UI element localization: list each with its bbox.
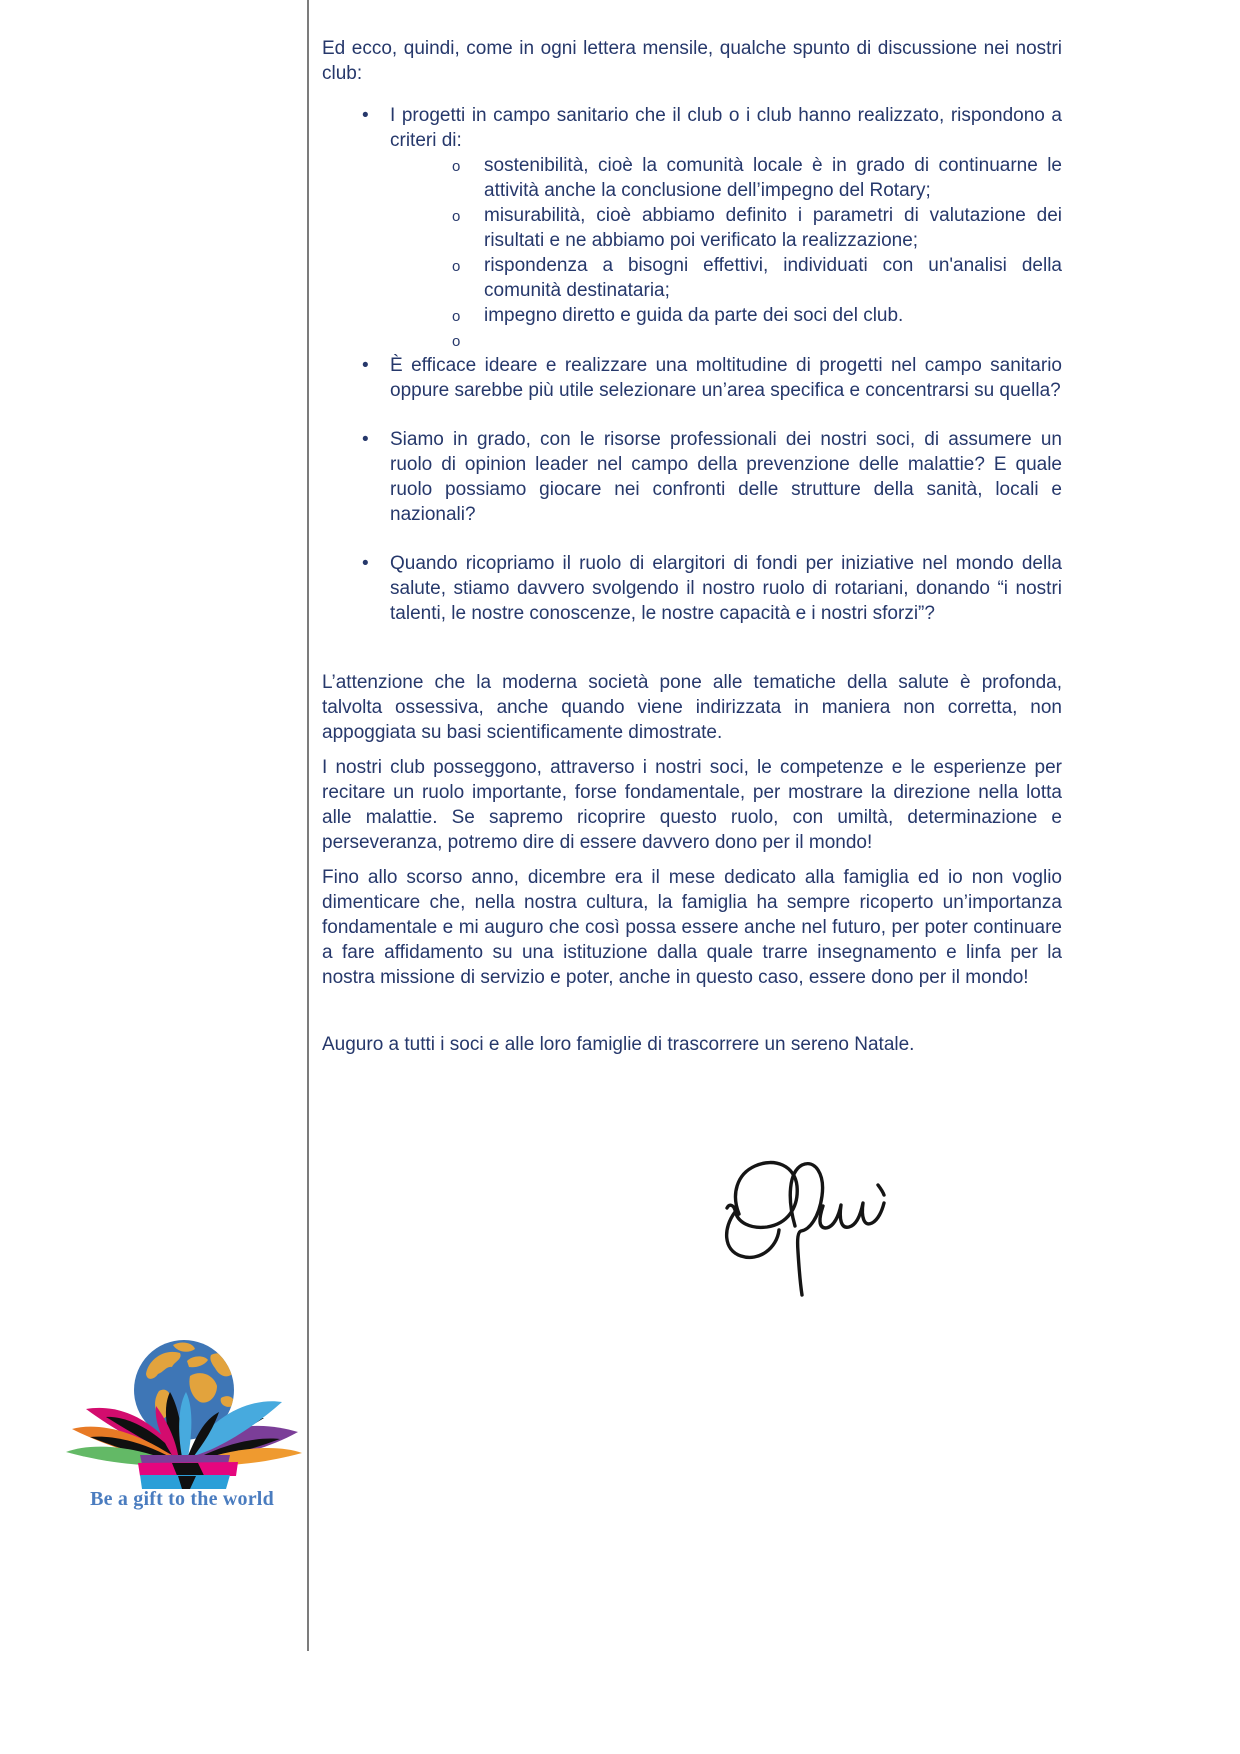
bullet-text: Quando ricopriamo il ruolo di elargitori di fondi per iniziative nel mondo della salute, stiamo davvero svolgendo il nostro ruolo di rotariani, donando “i nostri talenti, le nostre conoscenze, le nostre capacità e i nostri sforzi”? [390,553,1062,624]
sub-bullet-text: sostenibilità, cioè la comunità locale è in grado di continuarne le attività anche la conclusione dell’impegno del Rotary; [484,155,1062,201]
sub-bullet-text: impegno diretto e guida da parte dei soci del club. [484,305,904,326]
signature-handwriting [705,1128,900,1303]
letter-body [322,36,1062,1057]
criteria-sub-list [390,153,1062,353]
closing-paragraph: Auguro a tutti i soci e alle loro famiglie di trascorrere un sereno Natale. [322,1034,915,1055]
body-paragraph: I nostri club posseggono, attraverso i nostri soci, le competenze e le esperienze per recitare un ruolo importante, forse fondamentale, per mostrare la direzione nella lotta alle malattie. Se sapremo ricoprire questo ruolo, con umiltà, determinazione e perseveranza, potremo dire di essere davvero dono per il mondo! [322,757,1062,853]
sub-bullet-item [390,153,1062,203]
bullet-marker: • [362,355,369,376]
bullet-item [322,353,1062,403]
discussion-bullet-list [322,103,1062,626]
sub-bullet-text: misurabilità, cioè abbiamo definito i parametri di valutazione dei risultati e ne abbiamo poi verificato la realizzazione; [484,205,1062,251]
gift-globe-icon [62,1336,302,1492]
bullet-item [322,551,1062,626]
bullet-item [322,427,1062,527]
bullet-item [322,103,1062,353]
sub-bullet-item [390,303,1062,328]
sub-bullet-marker: o [452,258,461,275]
bullet-marker: • [362,553,369,574]
sub-bullet-marker: o [452,208,461,225]
bullet-text: Siamo in grado, con le risorse professionali dei nostri soci, di assumere un ruolo di opinion leader nel campo della prevenzione delle malattie? E quale ruolo possiamo giocare nei confronti delle strutture della sanità, locali e nazionali? [390,429,1062,525]
rotary-theme-logo [62,1336,302,1511]
margin-divider-line [307,0,309,1651]
logo-tagline: Be a gift to the world [90,1488,274,1510]
bullet-marker: • [362,429,369,450]
sub-bullet-item-empty [390,328,1062,353]
body-paragraph: L’attenzione che la moderna società pone alle tematiche della salute è profonda, talvolta ossessiva, anche quando viene indirizzata in maniera non corretta, non appoggiata su basi scientificamente dimostrate. [322,672,1062,743]
sub-bullet-text: rispondenza a bisogni effettivi, individuati con un'analisi della comunità destinataria; [484,255,1062,301]
sub-bullet-item [390,203,1062,253]
body-paragraph: Fino allo scorso anno, dicembre era il mese dedicato alla famiglia ed io non voglio dimenticare che, nella nostra cultura, la famiglia ha sempre ricoperto un’importanza fondamentale e mi auguro che così possa essere anche nel futuro, per poter continuare a fare affidamento su una istituzione dalla quale trarre insegnamento e linfa per la nostra missione di servizio e poter, anche in questo caso, essere dono per il mondo! [322,867,1062,988]
bullet-text: I progetti in campo sanitario che il club o i club hanno realizzato, rispondono a criteri di: [390,105,1062,151]
sub-bullet-marker: o [452,333,461,350]
sub-bullet-item [390,253,1062,303]
gift-petals [66,1392,302,1466]
bullet-text: È efficace ideare e realizzare una moltitudine di progetti nel campo sanitario oppure sarebbe più utile selezionare un’area specifica e concentrarsi su quella? [390,355,1062,401]
gift-basket-bands [138,1455,238,1489]
intro-paragraph: Ed ecco, quindi, come in ogni lettera mensile, qualche spunto di discussione nei nostri club: [322,38,1062,84]
sub-bullet-marker: o [452,308,461,325]
bullet-marker: • [362,105,369,126]
sub-bullet-marker: o [452,158,461,175]
